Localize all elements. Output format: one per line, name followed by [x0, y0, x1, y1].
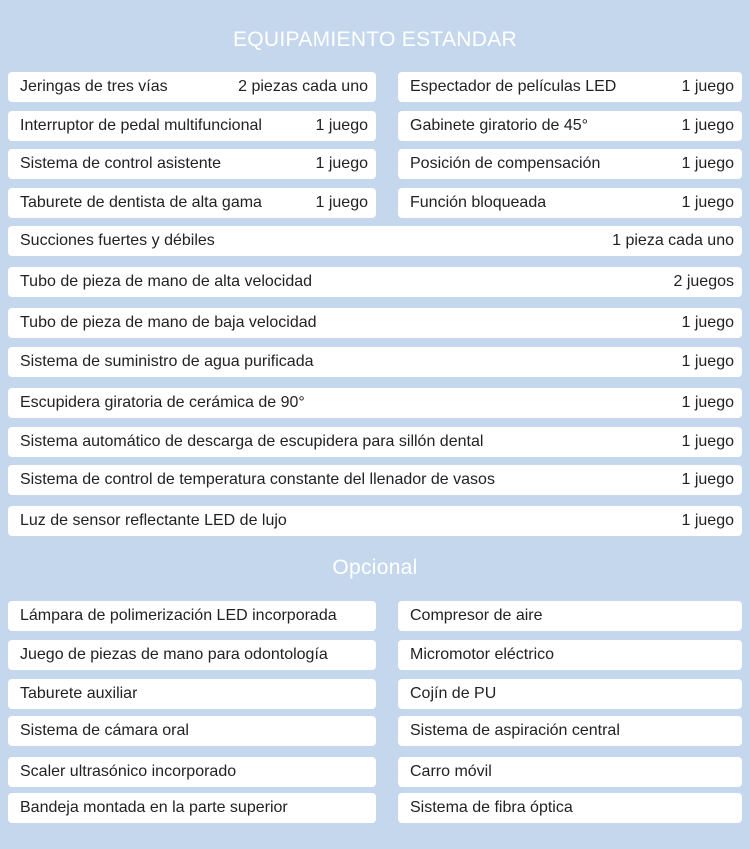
- standard-item: [8, 465, 742, 495]
- item-quantity: 1 pieza cada uno: [612, 232, 734, 249]
- optional-item: [8, 716, 376, 746]
- optional-item: [398, 640, 742, 670]
- standard-item: [8, 188, 376, 218]
- standard-item: [8, 72, 376, 102]
- item-name: Carro móvil: [410, 763, 492, 780]
- standard-item: [8, 506, 742, 536]
- item-name: Sistema de suministro de agua purificada: [20, 353, 314, 370]
- item-quantity: 2 piezas cada uno: [238, 78, 368, 95]
- optional-item: [398, 716, 742, 746]
- item-quantity: 1 juego: [681, 433, 734, 450]
- item-name: Taburete auxiliar: [20, 685, 138, 702]
- item-quantity: 1 juego: [315, 194, 368, 211]
- item-name: Sistema de control de temperatura constante del llenador de vasos: [20, 471, 495, 488]
- item-name: Lámpara de polimerización LED incorporada: [20, 607, 337, 624]
- standard-item: [398, 72, 742, 102]
- item-name: Posición de compensación: [410, 155, 601, 172]
- item-name: Taburete de dentista de alta gama: [20, 194, 262, 211]
- item-name: Sistema de aspiración central: [410, 722, 620, 739]
- standard-item: [398, 149, 742, 179]
- item-quantity: 1 juego: [681, 117, 734, 134]
- item-quantity: 1 juego: [315, 117, 368, 134]
- item-quantity: 2 juegos: [673, 273, 734, 290]
- item-name: Scaler ultrasónico incorporado: [20, 763, 237, 780]
- item-quantity: 1 juego: [315, 155, 368, 172]
- item-name: Escupidera giratoria de cerámica de 90°: [20, 394, 305, 411]
- item-quantity: 1 juego: [681, 512, 734, 529]
- item-name: Tubo de pieza de mano de baja velocidad: [20, 314, 317, 331]
- optional-item: [398, 601, 742, 631]
- item-quantity: 1 juego: [681, 394, 734, 411]
- standard-item: [398, 111, 742, 141]
- item-name: Sistema automático de descarga de escupidera para sillón dental: [20, 433, 484, 450]
- item-quantity: 1 juego: [681, 194, 734, 211]
- optional-item: [8, 640, 376, 670]
- item-name: Cojín de PU: [410, 685, 497, 702]
- item-name: Succiones fuertes y débiles: [20, 232, 215, 249]
- item-name: Tubo de pieza de mano de alta velocidad: [20, 273, 313, 290]
- optional-item: [398, 757, 742, 787]
- item-name: Función bloqueada: [410, 194, 547, 211]
- item-quantity: 1 juego: [681, 314, 734, 331]
- standard-item: [8, 308, 742, 338]
- item-quantity: 1 juego: [681, 78, 734, 95]
- item-quantity: 1 juego: [681, 353, 734, 370]
- item-name: Bandeja montada en la parte superior: [20, 799, 288, 816]
- item-name: Sistema de control asistente: [20, 155, 221, 172]
- item-name: Gabinete giratorio de 45°: [410, 117, 589, 134]
- standard-item: [8, 149, 376, 179]
- standard-item: [398, 188, 742, 218]
- standard-item: [8, 267, 742, 297]
- optional-item: [8, 793, 376, 823]
- standard-item: [8, 427, 742, 457]
- standard-item: [8, 111, 376, 141]
- item-name: Sistema de fibra óptica: [410, 799, 573, 816]
- item-name: Interruptor de pedal multifuncional: [20, 117, 262, 134]
- optional-item: [8, 757, 376, 787]
- standard-item: [8, 226, 742, 256]
- optional-item: [398, 793, 742, 823]
- standard-item: [8, 388, 742, 418]
- optional-item: [398, 679, 742, 709]
- optional-section-title: Opcional: [332, 556, 418, 579]
- standard-section-title: EQUIPAMIENTO ESTANDAR: [232, 28, 517, 51]
- item-quantity: 1 juego: [681, 155, 734, 172]
- item-name: Luz de sensor reflectante LED de lujo: [20, 512, 287, 529]
- optional-item: [8, 679, 376, 709]
- optional-item: [8, 601, 376, 631]
- item-name: Micromotor eléctrico: [410, 646, 555, 663]
- item-name: Jeringas de tres vías: [20, 78, 168, 95]
- item-quantity: 1 juego: [681, 471, 734, 488]
- item-name: Espectador de películas LED: [410, 78, 617, 95]
- standard-item: [8, 347, 742, 377]
- item-name: Compresor de aire: [410, 607, 543, 624]
- item-name: Sistema de cámara oral: [20, 722, 189, 739]
- item-name: Juego de piezas de mano para odontología: [20, 646, 328, 663]
